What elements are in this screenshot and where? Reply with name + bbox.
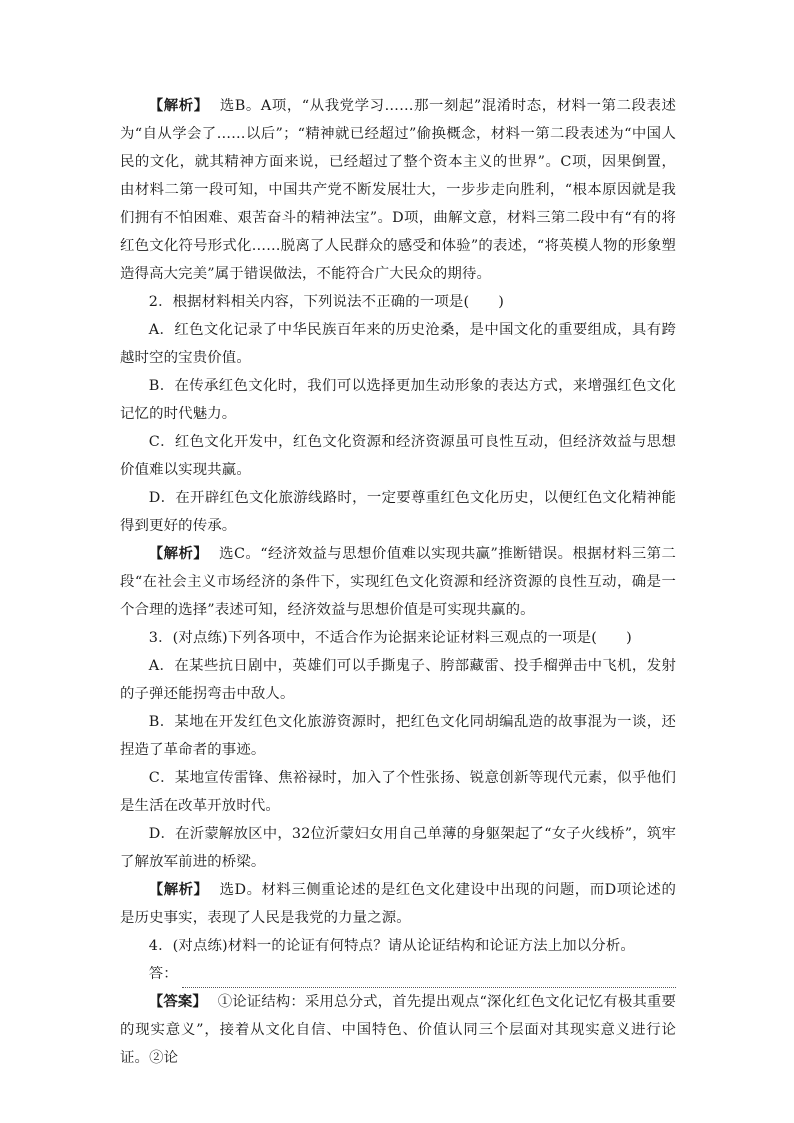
analysis-tag: 【解析】 — [148, 97, 209, 114]
question-3: 3．(对点练)下列各项中，不适合作为论据来论证材料三观点的一项是( ) — [148, 630, 632, 646]
analysis-tag: 【解析】 — [148, 545, 209, 562]
question-3-option-b: B．某地在开发红色文化旅游资源时，把红色文化同胡编乱造的故事混为一谈，还捏造了革命者的事迹。 — [120, 714, 676, 758]
question-2: 2．根据材料相关内容，下列说法不正确的一项是( ) — [148, 294, 505, 310]
answer-label: 答： — [148, 966, 178, 982]
question-2-option-a: A．红色文化记录了中华民族百年来的历史沧桑，是中国文化的重要组成，具有跨越时空的宝贵价值。 — [120, 322, 676, 366]
answer-blank[interactable] — [182, 969, 676, 988]
analysis-paragraph-1 — [120, 92, 676, 288]
analysis-paragraph-2 — [120, 540, 676, 624]
answer-line[interactable] — [120, 960, 676, 988]
answer-paragraph — [120, 988, 676, 1072]
document-page — [120, 92, 676, 1072]
answer-tag: 【答案】 — [148, 993, 207, 1010]
analysis-tag: 【解析】 — [148, 881, 209, 898]
analysis-text: 选C。“经济效益与思想价值难以实现共赢”推断错误。根据材料三第二段“在社会主义市场经济的条件下，实现红色文化资源和经济资源的良性互动，确是一个合理的选择”表述可知，经济效益与思想价值是可实现共赢的。 — [120, 546, 676, 618]
analysis-text: 选D。材料三侧重论述的是红色文化建设中出现的问题，而D项论述的是历史事实，表现了人民是我党的力量之源。 — [120, 882, 677, 926]
analysis-text: 选B。A项，“从我党学习……那一刻起”混淆时态，材料一第二段表述为“自从学会了……以后”；“精神就已经超过”偷换概念，材料一第二段表述为“中国人民的文化，就其精神方面来说，已经超过了整个资本主义的世界”。C项，因果倒置，由材料二第一段可知，中国共产党不断发展壮大，一步步走向胜利，“根本原因就是我们拥有不怕困难、艰苦奋斗的精神法宝”。D项，曲解文意，材料三第二段中有“有的将红色文化符号形式化……脱离了人民群众的感受和体验”的表述，“将英模人物的形象塑造得高大完美”属于错误做法，不能符合广大民众的期待。 — [120, 98, 676, 282]
question-3-option-c: C．某地宣传雷锋、焦裕禄时，加入了个性张扬、锐意创新等现代元素，似乎他们是生活在改革开放时代。 — [120, 770, 676, 814]
question-4: 4．(对点练)材料一的论证有何特点？请从论证结构和论证方法上加以分析。 — [148, 938, 635, 954]
question-2-option-c: C．红色文化开发中，红色文化资源和经济资源虽可良性互动，但经济效益与思想价值难以实现共赢。 — [120, 434, 676, 478]
question-2-option-d: D．在开辟红色文化旅游线路时，一定要尊重红色文化历史，以便红色文化精神能得到更好的传承。 — [120, 490, 676, 534]
answer-text: ①论证结构：采用总分式，首先提出观点“深化红色文化记忆有极其重要的现实意义”，接着从文化自信、中国特色、价值认同三个层面对其现实意义进行论证。②论 — [120, 994, 676, 1066]
question-2-option-b: B．在传承红色文化时，我们可以选择更加生动形象的表达方式，来增强红色文化记忆的时代魅力。 — [120, 378, 676, 422]
question-3-option-a: A．在某些抗日剧中，英雄们可以手撕鬼子、胯部藏雷、投手榴弹击中飞机，发射的子弹还能拐弯击中敌人。 — [120, 658, 676, 702]
question-3-option-d: D．在沂蒙解放区中，32位沂蒙妇女用自己单薄的身躯架起了“女子火线桥”，筑牢了解放军前进的桥梁。 — [120, 826, 676, 870]
analysis-paragraph-3 — [120, 876, 676, 932]
